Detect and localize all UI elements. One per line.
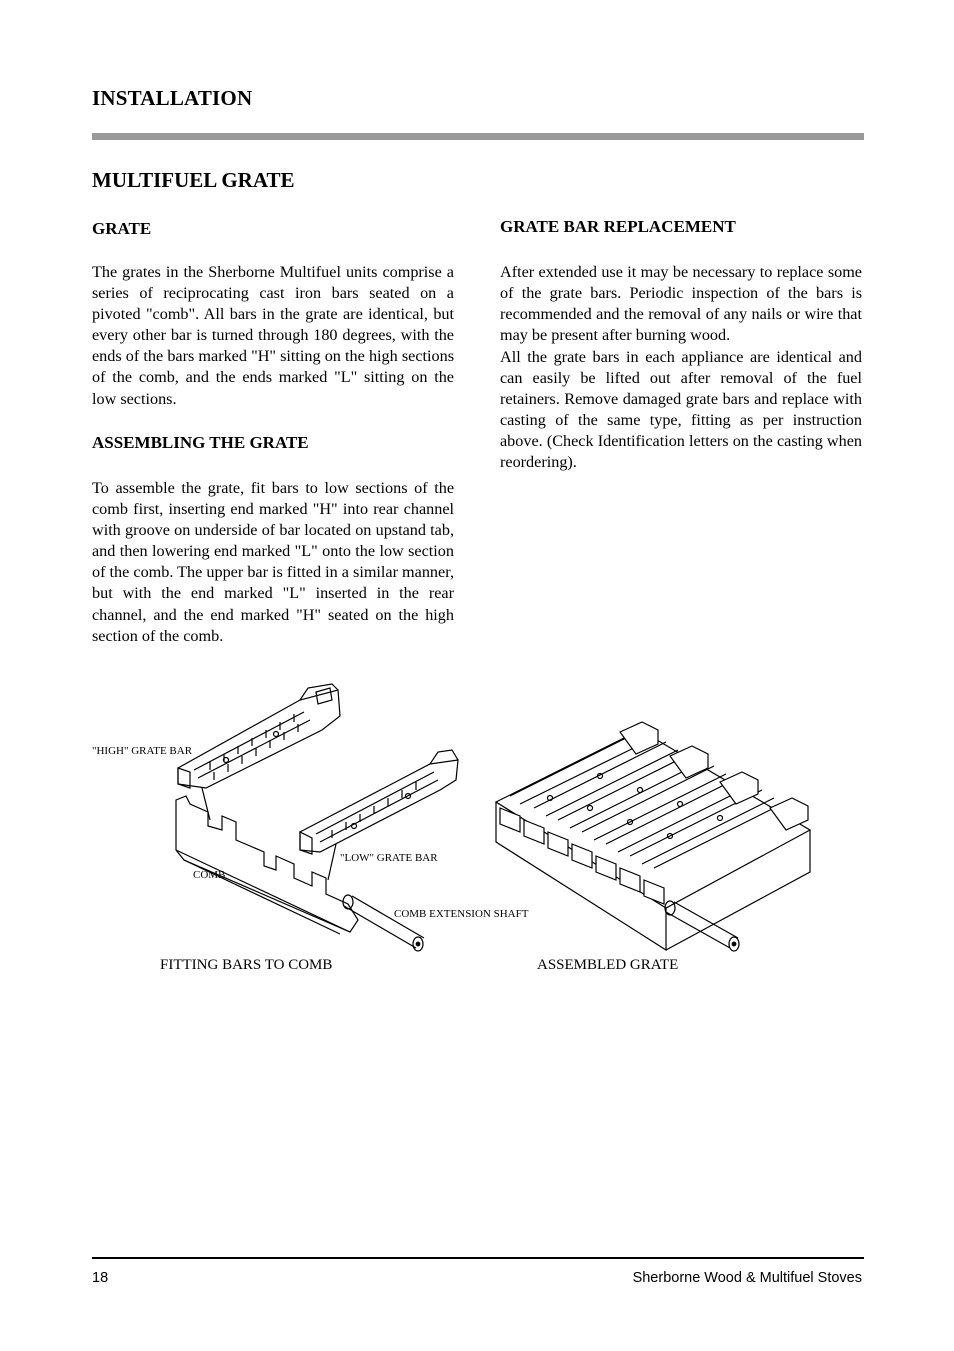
label-comb: COMB — [193, 869, 226, 881]
assembling-paragraph: To assemble the grate, fit bars to low sections of the comb first, inserting end marked "H" into rear channel with groove on underside of bar located on upstand tab, and then lowering end marked "L" onto the low section of the comb. The upper bar is fitted in a similar manner, but with the end marked "L" inserted in the rear channel, and the end marked "H" seated on the high section of the comb. — [92, 479, 454, 645]
page-subtitle: MULTIFUEL GRATE — [92, 168, 295, 192]
low-grate-bar-drawing — [300, 750, 458, 854]
fitting-bars-illustration — [90, 680, 530, 970]
high-grate-bar-drawing — [178, 684, 340, 788]
page-number: 18 — [92, 1270, 109, 1286]
label-comb-extension-shaft: COMB EXTENSION SHAFT — [394, 908, 529, 920]
caption-fitting-bars: FITTING BARS TO COMB — [160, 957, 333, 973]
caption-assembled-grate: ASSEMBLED GRATE — [537, 957, 679, 973]
header-divider — [92, 133, 864, 140]
replacement-paragraph-2: All the grate bars in each appliance are identical and can easily be lifted out after removal of the fuel retainers. Remove damaged grate bars and replace with casting of the same type, fitting as per instruction above. (Check Identification letters on the casting when reordering). — [500, 348, 862, 472]
replacement-paragraph-1: After extended use it may be necessary to replace some of the grate bars. Periodic inspection of the bars is recommended and the removal of any nails or wire that may be present after burning wood. — [500, 263, 862, 345]
label-low-grate-bar: "LOW" GRATE BAR — [340, 852, 438, 864]
footer-divider — [92, 1257, 864, 1259]
section-title: INSTALLATION — [92, 86, 253, 110]
footer-title: Sherborne Wood & Multifuel Stoves — [632, 1270, 862, 1286]
assembling-heading: ASSEMBLING THE GRATE — [92, 433, 309, 452]
grate-heading: GRATE — [92, 219, 152, 238]
grate-paragraph: The grates in the Sherborne Multifuel units comprise a series of reciprocating cast iron bars seated on a pivoted "comb". All bars in the grate are identical, but every other bar is turned through 180 degrees, with the ends of the bars marked "H" sitting on the high sections of the comb, and the ends marked "L" sitting on the low sections. — [92, 263, 454, 408]
replacement-heading: GRATE BAR REPLACEMENT — [500, 217, 736, 236]
assembled-grate-illustration — [490, 712, 820, 972]
label-high-grate-bar: "HIGH" GRATE BAR — [92, 745, 193, 757]
